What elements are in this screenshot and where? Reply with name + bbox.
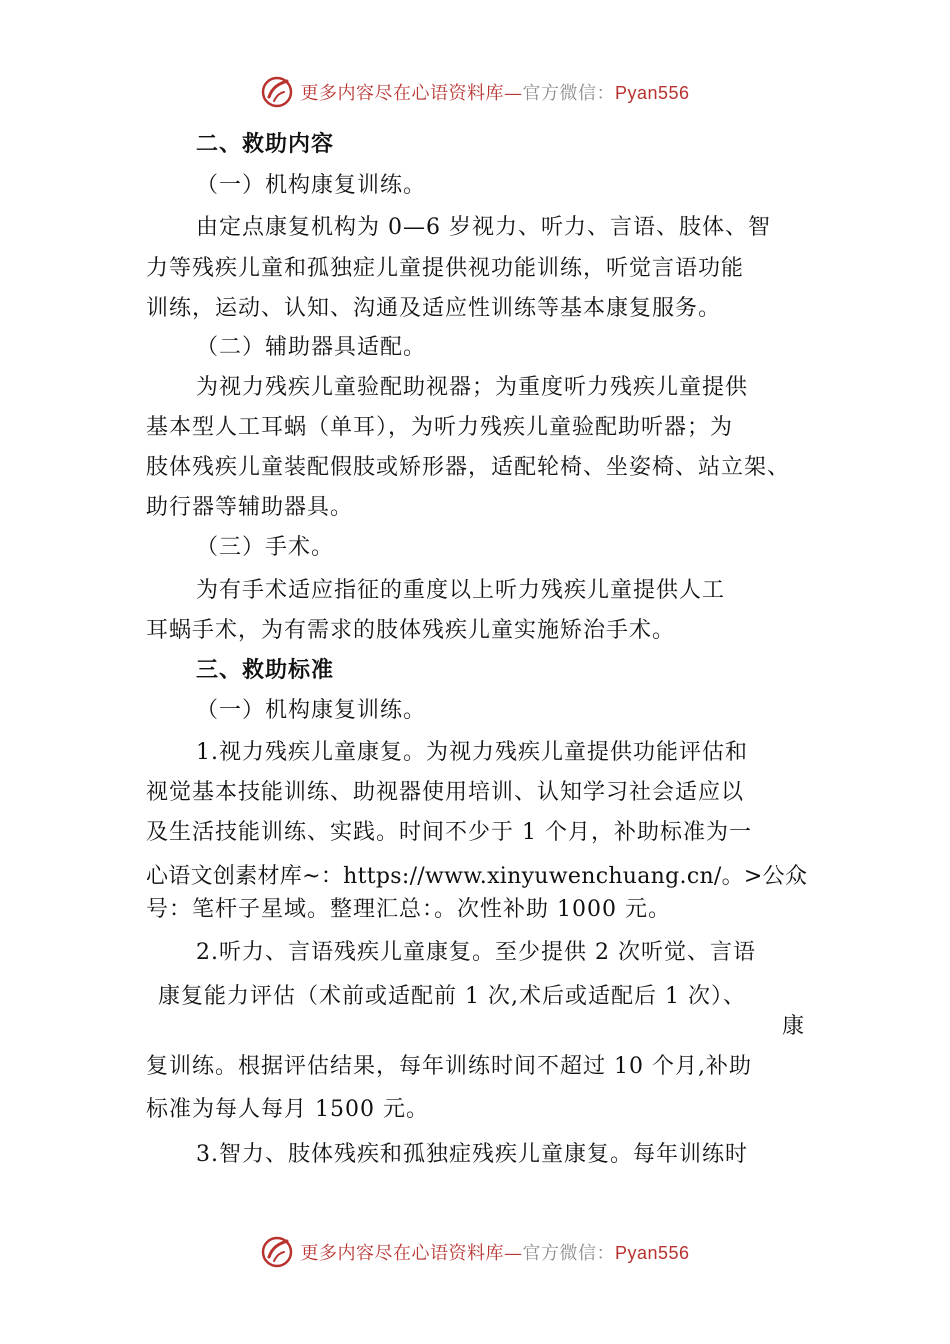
- paragraph-line: 由定点康复机构为 0—6 岁视力、听力、言语、肢体、智: [196, 215, 771, 240]
- header-watermark: [0, 72, 950, 112]
- paragraph-line: 号：笔杆子星域。整理汇总：。次性补助 1000 元。: [146, 897, 671, 922]
- paragraph-line: 康: [782, 1014, 806, 1039]
- subheading-institution-rehab: （一）机构康复训练。: [196, 173, 427, 198]
- watermark-separator: —: [503, 1243, 523, 1264]
- brand-logo-icon: [260, 75, 294, 109]
- watermark-wechat-id: Pyan556: [614, 83, 690, 103]
- paragraph-line: 训练，运动、认知、沟通及适应性训练等基本康复服务。: [146, 296, 722, 321]
- subheading-institution-rehab-2: （一）机构康复训练。: [196, 698, 427, 723]
- paragraph-line: 肢体残疾儿童装配假肢或矫形器，适配轮椅、坐姿椅、站立架、: [146, 455, 791, 480]
- paragraph-line: 耳蜗手术，为有需求的肢体残疾儿童实施矫治手术。: [146, 618, 676, 643]
- watermark-slogan: 更多内容尽在心语资料库: [300, 83, 504, 104]
- watermark-wechat-label: 官方微信：: [522, 1243, 615, 1264]
- paragraph-line: 为视力残疾儿童验配助视器；为重度听力残疾儿童提供: [196, 375, 749, 400]
- watermark-wechat-id: Pyan556: [614, 1243, 690, 1263]
- paragraph-line: 3.智力、肢体残疾和孤独症残疾儿童康复。每年训练时: [196, 1142, 748, 1167]
- watermark-text: [300, 79, 689, 105]
- paragraph-line: 标准为每人每月 1500 元。: [146, 1097, 429, 1122]
- paragraph-line: 助行器等辅助器具。: [146, 495, 354, 520]
- paragraph-line: 2.听力、言语残疾儿童康复。至少提供 2 次听觉、言语: [196, 940, 756, 965]
- watermark-text: [300, 1239, 689, 1265]
- paragraph-line: 视觉基本技能训练、助视器使用培训、认知学习社会适应以: [146, 780, 745, 805]
- paragraph-line: 康复能力评估（术前或适配前 1 次,术后或适配后 1 次）、: [158, 984, 746, 1009]
- footer-watermark: [0, 1232, 950, 1272]
- watermark-slogan: 更多内容尽在心语资料库: [300, 1243, 504, 1264]
- paragraph-line: 复训练。根据评估结果，每年训练时间不超过 10 个月,补助: [146, 1054, 752, 1079]
- section-heading-aid-standards: 三、救助标准: [196, 658, 335, 683]
- paragraph-line: 及生活技能训练、实践。时间不少于 1 个月，补助标准为一: [146, 820, 752, 845]
- subheading-assistive-devices: （二）辅助器具适配。: [196, 335, 427, 360]
- paragraph-line: 基本型人工耳蜗（单耳），为听力残疾儿童验配助听器；为: [146, 415, 734, 440]
- subheading-surgery: （三）手术。: [196, 535, 335, 560]
- paragraph-line: 力等残疾儿童和孤独症儿童提供视功能训练，听觉言语功能: [146, 256, 745, 281]
- paragraph-line: 心语文创素材库~：https://www.xinyuwenchuang.cn/。>公众: [146, 864, 808, 889]
- watermark-separator: —: [503, 83, 523, 104]
- paragraph-line: 为有手术适应指征的重度以上听力残疾儿童提供人工: [196, 578, 726, 603]
- section-heading-aid-content: 二、救助内容: [196, 132, 335, 157]
- brand-logo-icon: [260, 1235, 294, 1269]
- watermark-wechat-label: 官方微信：: [522, 83, 615, 104]
- paragraph-line: 1.视力残疾儿童康复。为视力残疾儿童提供功能评估和: [196, 740, 748, 765]
